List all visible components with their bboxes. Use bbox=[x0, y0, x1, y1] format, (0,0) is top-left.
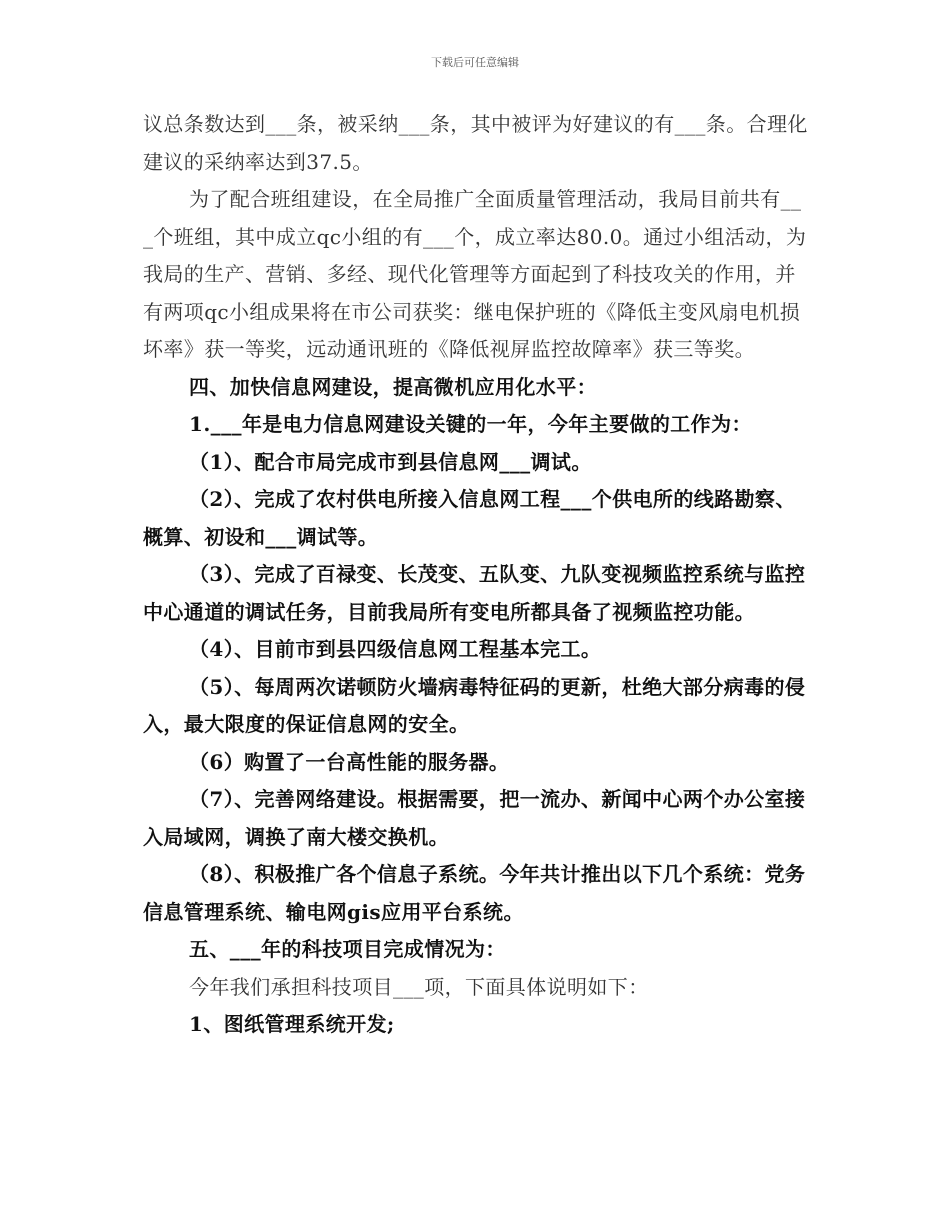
subitem-3: （3）、完成了百禄变、长茂变、五队变、九队变视频监控系统与监控中心通道的调试任务，目前我局所有变电所都具备了视频监控功能。 bbox=[143, 562, 806, 624]
project-item-1: 1、图纸管理系统开发; bbox=[189, 1012, 395, 1036]
subitem-6: （6）购置了一台高性能的服务器。 bbox=[189, 749, 510, 774]
paragraph-1: 议总条数达到___条，被采纳___条，其中被评为好建议的有___条。合理化建议的采纳率达到37.5。 bbox=[143, 112, 808, 174]
page-header-note: 下载后可任意编辑 bbox=[431, 56, 519, 69]
subitem-5: （5）、每周两次诺顿防火墙病毒特征码的更新，杜绝大部分病毒的侵入，最大限度的保证信息网的安全。 bbox=[143, 674, 806, 736]
subitem-7: （7）、完善网络建设。根据需要，把一流办、新闻中心两个办公室接入局域网，调换了南大楼交换机。 bbox=[143, 787, 806, 849]
subitem-8: （8）、积极推广各个信息子系统。今年共计推出以下几个系统：党务信息管理系统、输电网gis应用平台系统。 bbox=[143, 862, 806, 924]
paragraph-2: 为了配合班组建设，在全局推广全面质量管理活动，我局目前共有___个班组，其中成立qc小组的有___个，成立率达80.0。通过小组活动，为我局的生产、营销、多经、现代化管理等方面起到了科技攻关的作用，并有两项qc小组成果将在市公司获奖：继电保护班的《降低主变风扇电机损坏率》获一等奖，远动通讯班的《降低视屏监控故障率》获三等奖。 bbox=[143, 187, 807, 361]
subitem-4: （4）、目前市到县四级信息网工程基本完工。 bbox=[189, 637, 602, 661]
section-heading-4: 四、加快信息网建设，提高微机应用化水平： bbox=[189, 374, 597, 399]
subitem-1: （1）、配合市局完成市到县信息网___调试。 bbox=[189, 449, 592, 474]
item-1: 1.___年是电力信息网建设关键的一年，今年主要做的工作为： bbox=[189, 412, 752, 436]
subitem-2: （2）、完成了农村供电所接入信息网工程___个供电所的线路勘察、概算、初设和___调试等。 bbox=[143, 487, 796, 549]
document-body bbox=[143, 106, 811, 1044]
section-heading-5: 五、___年的科技项目完成情况为： bbox=[189, 937, 506, 961]
paragraph-projects: 今年我们承担科技项目___项，下面具体说明如下： bbox=[189, 974, 649, 999]
